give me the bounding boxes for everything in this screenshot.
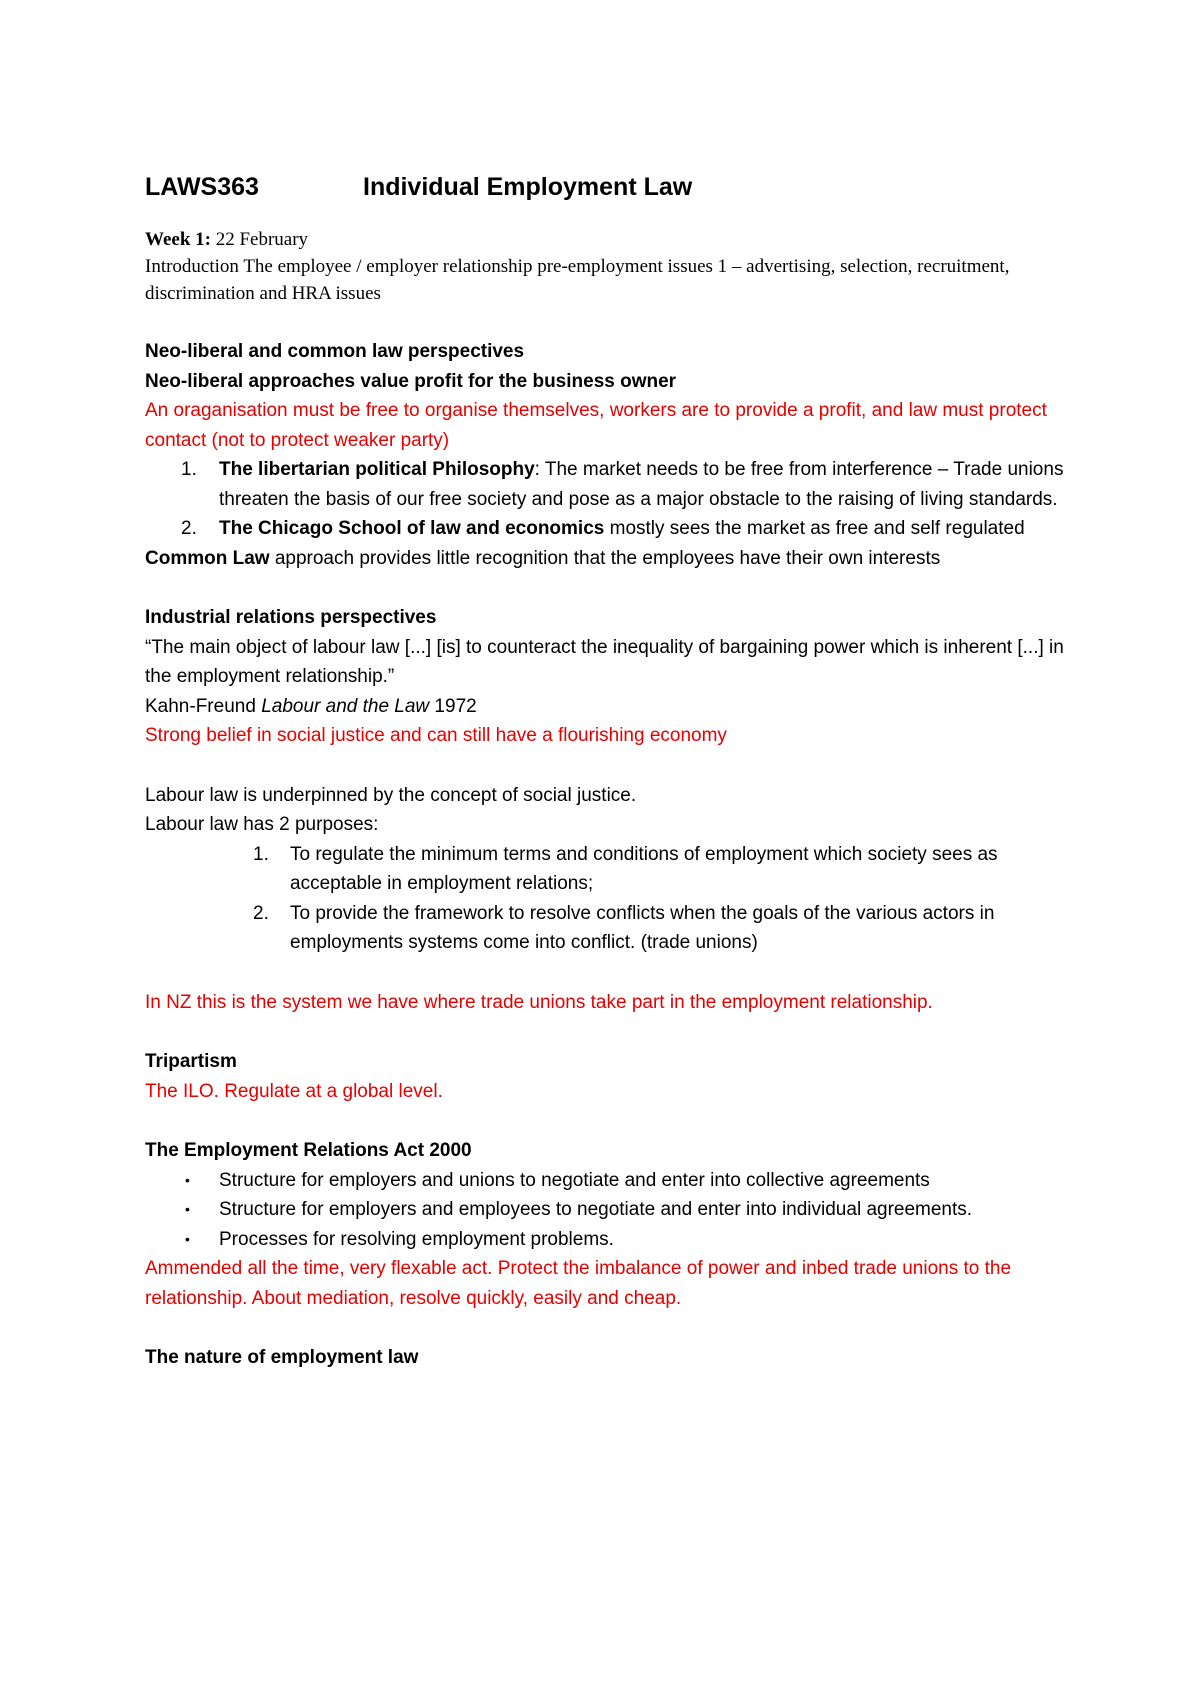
list-number: 1. [253,843,269,865]
tripartism-red-note: The ILO. Regulate at a global level. [145,1080,443,1102]
ir-quote: “The main object of labour law [...] [is] to counteract the inequality of bargaining power which is inherent [...] in the employment relationship.” [145,636,1064,687]
list-item [145,1195,1075,1225]
list-item-text: To regulate the minimum terms and conditions of employment which society sees as acceptable in employment relations; [290,843,998,894]
list-item-bold: The Chicago School of law and economics [219,518,605,539]
labour-red-note: In NZ this is the system we have where trade unions take part in the employment relationship. [145,991,933,1013]
ir-red-note: Strong belief in social justice and can still have a flourishing economy [145,725,727,746]
citation-author: Kahn-Freund [145,695,262,717]
list-item-text: Processes for resolving employment problems. [219,1228,614,1250]
list-item-bold: The libertarian political Philosophy [219,459,535,480]
list-item-text: Structure for employers and employees to negotiate and enter into individual agreements. [219,1199,973,1220]
labour-list [145,840,1075,958]
document-page [145,170,1075,1373]
list-number: 2. [181,518,197,539]
list-item-text: To provide the framework to resolve conflicts when the goals of the various actors in employments systems come into conflict. (trade unions) [290,902,995,953]
document-title [145,170,1075,204]
neo-heading-2: Neo-liberal approaches value profit for the business owner [145,370,677,392]
list-item [145,899,1075,958]
neo-red-note: An oraganisation must be free to organise themselves, workers are to provide a profit, and law must protect contact (not to protect weaker party) [145,400,1047,451]
citation-title: Labour and the Law [261,695,430,717]
list-number: 2. [253,902,269,924]
list-item-text: : The market needs to be free from interference – Trade unions threaten the basis of our free society and pose as a major obstacle to the raising of living standards. [219,459,1064,510]
list-item [145,1166,1075,1196]
week-date: 22 February [215,229,309,250]
bullet-glyph: • [185,1230,190,1247]
common-law-bold: Common Law [145,547,270,569]
course-name: Individual Employment Law [363,173,693,201]
tripartism-heading: Tripartism [145,1051,237,1072]
labour-line-2: Labour law has 2 purposes: [145,814,379,835]
era-bullet-list [145,1166,1075,1255]
bullet-glyph: • [185,1171,190,1188]
course-code: LAWS363 [145,173,259,201]
ir-citation [145,692,1075,722]
list-item [145,514,1075,544]
neo-list [145,455,1075,544]
ir-heading: Industrial relations perspectives [145,607,437,628]
nature-heading: The nature of employment law [145,1347,419,1368]
list-item-text: mostly sees the market as free and self regulated [604,518,1025,539]
list-item [145,455,1075,514]
list-item-text: Structure for employers and unions to negotiate and enter into collective agreements [219,1169,930,1191]
intro-text: Introduction The employee / employer relationship pre-employment issues 1 – advertising, selection, recruitment, discrimination and HRA issues [145,256,1010,304]
list-item [145,1225,1075,1255]
labour-line-1: Labour law is underpinned by the concept of social justice. [145,784,637,806]
week-label: Week 1: [145,229,211,250]
era-heading: The Employment Relations Act 2000 [145,1140,472,1161]
era-red-note: Ammended all the time, very flexable act. Protect the imbalance of power and inbed trade unions to the relationship. About mediation, resolve quickly, easily and cheap. [145,1258,1012,1309]
bullet-glyph: • [185,1201,190,1217]
common-law-text: approach provides little recognition that the employees have their own interests [269,547,941,569]
citation-year: 1972 [429,695,477,717]
list-item [145,840,1075,899]
common-law-paragraph [145,544,1075,574]
list-number: 1. [181,459,197,480]
week-line [145,226,1075,253]
neo-heading-1: Neo-liberal and common law perspectives [145,341,525,362]
